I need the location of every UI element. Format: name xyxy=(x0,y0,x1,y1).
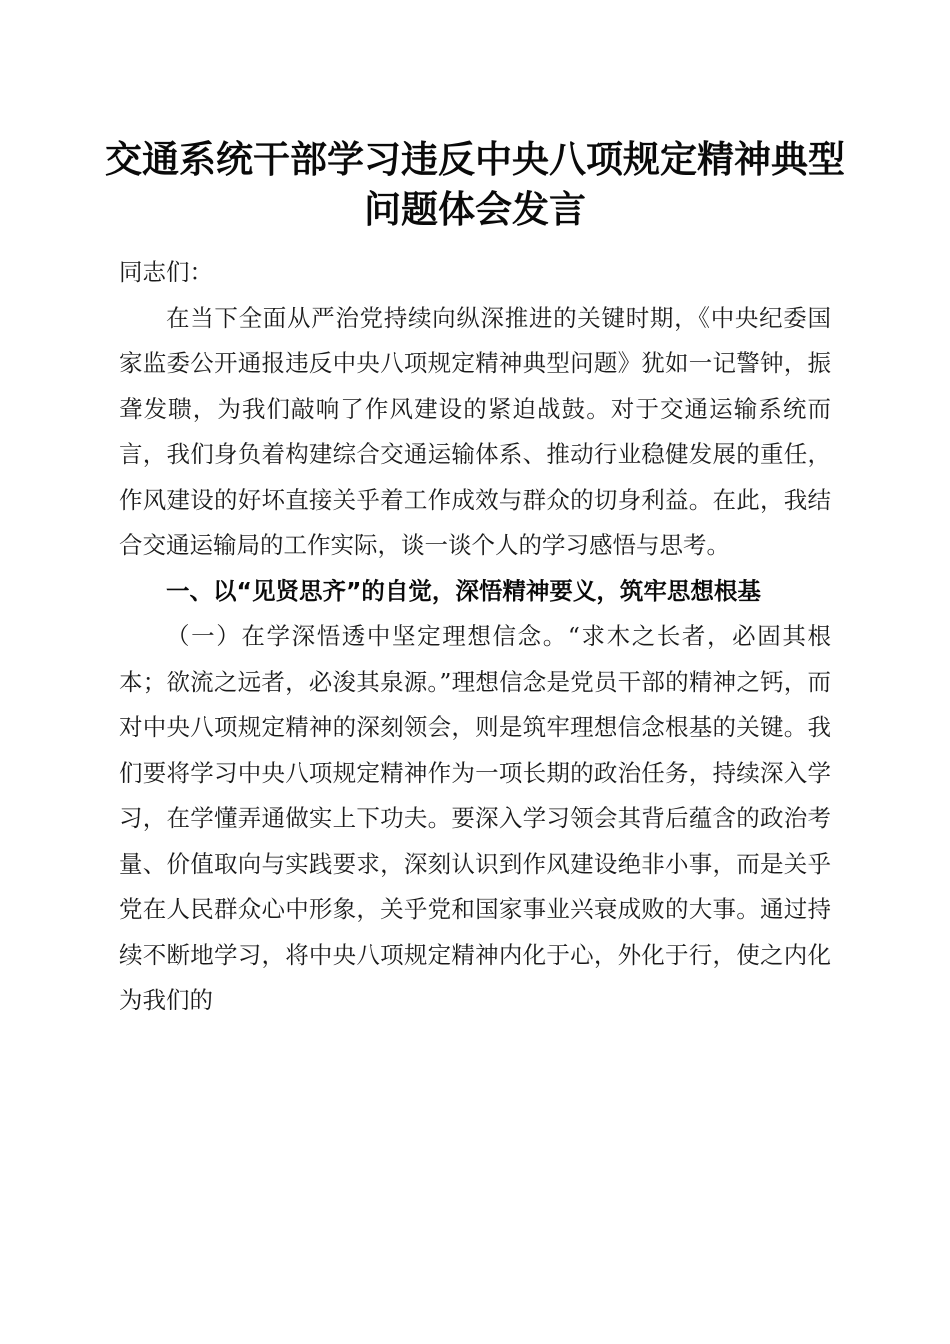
title-line-2: 问题体会发言 xyxy=(364,187,586,231)
intro-paragraph: 在当下全面从严治党持续向纵深推进的关键时期，《中央纪委国家监委公开通报违反中央八项规定精神典型问题》犹如一记警钟，振聋发聩，为我们敲响了作风建设的紧迫战鼓。对于交通运输系统而言，我们身负着构建综合交通运输体系、推动行业稳健发展的重任，作风建设的好坏直接关乎着工作成效与群众的切身利益。在此，我结合交通运输局的工作实际，谈一谈个人的学习感悟与思考。 xyxy=(119,303,831,559)
section-one-heading: 一、以“见贤思齐”的自觉，深悟精神要义，筑牢思想根基 xyxy=(166,576,761,605)
subsection-one-paragraph xyxy=(119,614,831,1024)
document-title xyxy=(100,134,850,234)
subsection-one-text: “求木之长者，必固其根本；欲流之远者，必浚其泉源。”理想信念是党员干部的精神之钙，而对中央八项规定精神的深刻领会，则是筑牢理想信念根基的关键。我们要将学习中央八项规定精神作为一项长期的政治任务，持续深入学习，在学懂弄通做实上下功夫。要深入学习领会其背后蕴含的政治考量、价值取向与实践要求，深刻认识到作风建设绝非小事，而是关乎党在人民群众心中形象，关乎党和国家事业兴衰成败的大事。通过持续不断地学习，将中央八项规定精神内化于心，外化于行，使之内化为我们的 xyxy=(119,622,832,1014)
document-body xyxy=(119,250,831,1024)
title-line-1: 交通系统干部学习违反中央八项规定精神典型 xyxy=(105,137,845,181)
subsection-one-label: （一）在学深悟透中坚定理想信念。 xyxy=(166,622,568,650)
greeting: 同志们： xyxy=(119,258,213,286)
